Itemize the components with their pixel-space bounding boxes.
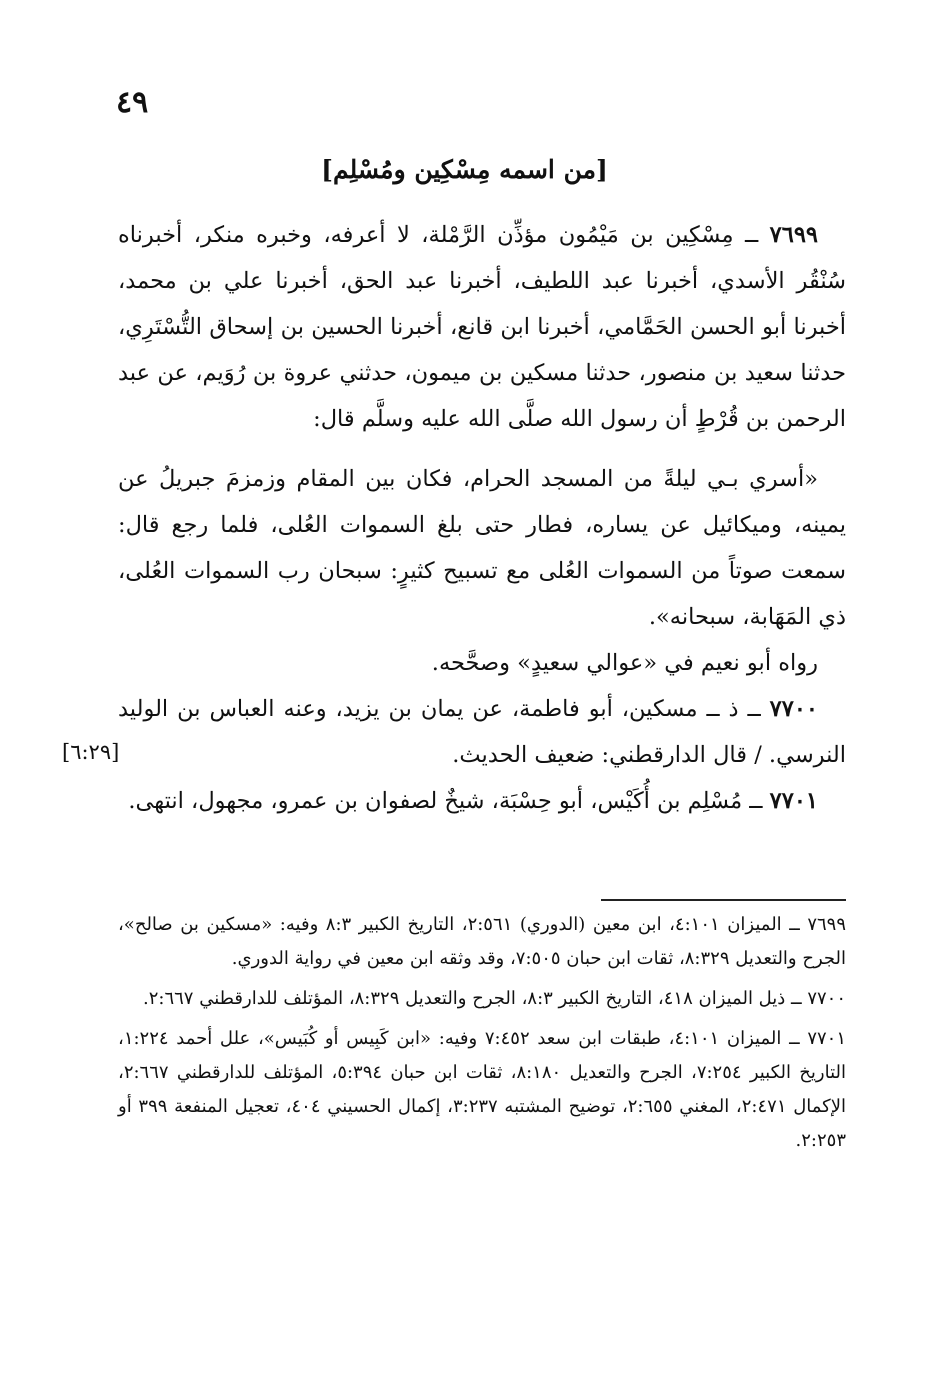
hadith-paragraph: «أسري بـي ليلةً من المسجد الحرام، فكان بين المقام وزمزمَ جبريلُ عن يمينه، وميكائيل عن يساره، فطار حتى بلغ السموات العُلى، فلما رجع قال: سمعت صوتاً من السموات العُلى مع تسبيح كثيرٍ: سبحان رب السموات العُلى، ذي المَهَابة، سبحانه».	[118, 466, 846, 630]
entry-text: ــ مُسْلِم بن أُكَيْس، أبو حِسْبَة، شيخٌ لصفوان بن عمرو، مجهول، انتهى.	[128, 788, 770, 814]
page-number: ٤٩	[116, 85, 149, 120]
entry-text: ــ مِسْكِين بن مَيْمُون مؤذِّن الرَّمْلة، لا أعرفه، وخبره منكر، أخبرناه سُنْقُر الأسدي، أخبرنا عبد اللطيف، أخبرنا عبد الحق، أخبرنا علي بن محمد، أخبرنا أبو الحسن الحَمَّامي، أخبرنا ابن قانع، أخبرنا الحسين بن إسحاق التُّسْتَرِي، حدثنا سعيد بن منصور، حدثنا مسكين بن ميمون، حدثني عروة بن رُوَيم، عن عبد الرحمن بن قُرْطٍ أن رسول الله صلَّى الله عليه وسلَّم قال:	[118, 222, 846, 432]
footnote-separator	[601, 899, 846, 901]
entry-number: ٧٦٩٩	[769, 222, 818, 248]
footnote-number: ٧٦٩٩	[807, 914, 846, 935]
narration-paragraph: رواه أبو نعيم في «عوالي سعيدٍ» وصحَّحه.	[431, 650, 818, 676]
entry-7700-paragraph	[118, 686, 846, 778]
section-heading: [من اسمه مِسْكِين ومُسْلِم]	[321, 155, 608, 184]
entry-7701-paragraph	[118, 778, 846, 824]
footnote-number: ٧٧٠١	[807, 1028, 846, 1049]
footnote-text: ــ ذيل الميزان ٤١٨، التاريخ الكبير ٨:٣، الجرح والتعديل ٨:٣٢٩، المؤتلف للدارقطني ٢:٦٦٧.	[143, 988, 808, 1009]
footnote-item	[118, 1022, 846, 1158]
entry-number: ٧٧٠٠	[769, 696, 818, 722]
entry-text: ــ ذ ــ مسكين، أبو فاطمة، عن يمان بن يزيد، وعنه العباس بن الوليد النرسي. / قال الدارقطني: ضعيف الحديث.	[118, 696, 846, 768]
footnotes	[118, 908, 846, 1164]
footnote-text: ــ الميزان ٤:١٠١، ابن معين (الدوري) ٢:٥٦١، التاريخ الكبير ٨:٣ وفيه: «مسكين بن صالح»، الجرح والتعديل ٨:٣٢٩، ثقات ابن حبان ٧:٥٠٥، وقد وثقه ابن معين في رواية الدوري.	[118, 914, 846, 969]
footnote-item	[118, 908, 846, 976]
entry-7699-paragraph	[118, 212, 846, 442]
entry-number: ٧٧٠١	[769, 788, 818, 814]
footnote-text: ــ الميزان ٤:١٠١، طبقات ابن سعد ٧:٤٥٢ وفيه: «ابن كَبِيس أو كُبَيس»، علل أحمد ١:٢٢٤، التاريخ الكبير ٧:٢٥٤، الجرح والتعديل ٨:١٨٠، ثقات ابن حبان ٥:٣٩٤، المؤتلف للدارقطني ٢:٦٦٧، الإكمال ٢:٤٧١، المغني ٢:٦٥٥، توضيح المشتبه ٣:٢٣٧، إكمال الحسيني ٤٠٤، تعجيل المنفعة ٣٩٩ أو ٢:٢٥٣.	[118, 1028, 847, 1151]
footnote-item	[118, 982, 846, 1016]
margin-reference: [٦:٢٩]	[62, 740, 120, 764]
main-text	[118, 212, 846, 824]
footnote-number: ٧٧٠٠	[807, 988, 846, 1009]
